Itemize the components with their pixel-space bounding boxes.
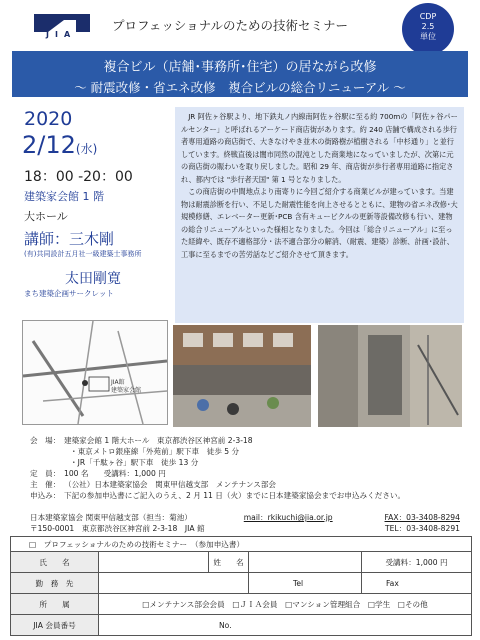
- fee-label: 受講料：1,000 円: [362, 552, 472, 573]
- event-venue: 建築家会館 1 階: [24, 190, 104, 203]
- application-form-title: □ プロフェッショナルのための技術セミナー （参加申込書）: [10, 536, 472, 551]
- jia-logo: [34, 12, 92, 46]
- event-day-of-week: (水): [75, 142, 98, 156]
- organizer-label: 主 催：: [30, 480, 61, 489]
- affiliation-options[interactable]: □メンテナンス部会会員 □ＪＩＡ会員 □マンション管理組合 □学生 □その他: [99, 594, 472, 615]
- seminar-series-title: プロフェッショナルのための技術セミナー: [112, 18, 349, 33]
- description-paragraph: JR 阿佐ヶ谷駅より、地下鉄丸ノ内線南阿佐ヶ谷駅に至る約 700mの「阿佐ヶ谷パールセンター」と呼ばれるアーケード商店街があります。約 240 店舗で構成される歩行者専用道路の商店街で、大きなけやき並木の街路樹が植樹される「中杉通り」と並行しています。終戦直後は闇市同然の混沌とした商業地になっていましたが、次第に元の商店街の賑わいを取り戻しました。昭和 29 年、商店街が歩行者専用道路に指定され、都内では "歩行者天国" 第 1 号となりました。: [181, 112, 458, 184]
- contact-org: 日本建築家協会 関東甲信越支部（担当：菊池）: [30, 513, 192, 522]
- member-number-label: JIA 会員番号: [11, 615, 99, 636]
- contact-mail[interactable]: mail：rkikuchi@jia.or.jp: [243, 513, 333, 522]
- moderator-affiliation: まち建築企画サークレット: [24, 289, 114, 298]
- event-year: 2020: [24, 108, 73, 130]
- fax-label: Fax: [386, 578, 399, 588]
- event-hall: 大ホール: [24, 210, 68, 223]
- application-form: [10, 551, 472, 636]
- access-map: [22, 320, 168, 425]
- apply-detail: 下記の参加申込書にご記入のうえ、2 月 11 日（火）までに日本建築家協会までお申込みください。: [64, 491, 406, 500]
- cdp-badge: [402, 3, 454, 55]
- name2-field[interactable]: [249, 552, 362, 573]
- venue-label: 会 場：: [30, 436, 61, 445]
- fax-field[interactable]: [362, 573, 472, 594]
- lecturer-name: 講師：三木剛: [24, 230, 115, 248]
- cdp-units: 2.5: [421, 22, 435, 31]
- event-date-value: 2/12: [22, 131, 76, 159]
- apply-label: 申込み：: [30, 491, 61, 500]
- event-time: 18：00 -20：00: [24, 169, 133, 185]
- capacity-label: 定 員：: [30, 469, 61, 478]
- name2-label: 姓 名: [209, 552, 249, 573]
- map-label-building: 建築家会館: [111, 387, 142, 394]
- renovation-interior-photo: [318, 325, 462, 427]
- tel-field[interactable]: [249, 573, 362, 594]
- form-row-name: [11, 552, 472, 573]
- contact-fax: FAX：03-3408-8294: [384, 513, 460, 522]
- tel-label: Tel: [293, 578, 304, 588]
- cdp-unit-label: 単位: [420, 32, 436, 41]
- access-route-2: ・JR「千駄ヶ谷」駅下車 徒歩 13 分: [70, 458, 199, 467]
- lecturer-affiliation: (有)共同設計五月社一級建築士事務所: [24, 250, 142, 258]
- affiliation-label: 所 属: [11, 594, 99, 615]
- event-info: [22, 435, 472, 501]
- form-row-company: [11, 573, 472, 594]
- event-date: [22, 131, 97, 159]
- logo-text: JIA: [46, 30, 77, 39]
- cdp-label: CDP: [419, 12, 437, 21]
- form-row-member: [11, 615, 472, 636]
- moderator-name: 太田剛寛: [65, 271, 121, 287]
- organizer-detail: （公社）日本建築家協会 関東甲信越支部 メンテナンス部会: [64, 480, 277, 489]
- name-label: 氏 名: [11, 552, 99, 573]
- building-exterior-photo: [173, 325, 311, 427]
- contact-address: 〒150-0001 東京都渋谷区神宮前 2-3-18 JIA 館: [30, 524, 205, 533]
- name-field[interactable]: [99, 552, 209, 573]
- title-banner: [12, 51, 468, 97]
- seminar-description: [175, 107, 464, 323]
- capacity-detail: 100 名 受講料：1,000 円: [64, 469, 166, 478]
- contact-tel: TEL：03-3408-8291: [384, 524, 460, 533]
- member-no-label: No.: [219, 620, 232, 630]
- description-paragraph: この商店街の中間地点より南寄りに今回ご紹介する商業ビルが建っています。当建物は耐震診断を行い、不足した耐震性能を向上させるとともに、建物の省エネ改修･大規模修繕、エレベーター更新･PCB 含有キュービクルの更新等設備改修も行い、建物の総合リニューアルといった様相となりました。今回は「総合リニューアル」に至った経緯や、既存不適格部分・法不適合部分の解消、（耐震、建築）診断、計画･設計、工事に至るまでの苦労話などご紹介させて頂きます。: [181, 187, 458, 259]
- venue-detail: 建築家会館 1 階大ホール 東京都渋谷区神宮前 2-3-18: [64, 436, 253, 445]
- contact-info: [30, 512, 460, 534]
- member-number-field[interactable]: [99, 615, 472, 636]
- seminar-title: 複合ビル（店舗･事務所･住宅）の居ながら改修: [103, 60, 377, 75]
- company-field[interactable]: [99, 573, 249, 594]
- company-label: 勤 務 先: [11, 573, 99, 594]
- form-row-affiliation: [11, 594, 472, 615]
- seminar-subtitle: ～ 耐震改修・省エネ改修 複合ビルの総合リニューアル ～: [74, 80, 406, 95]
- map-label-jia: JIA館: [111, 379, 125, 386]
- access-route-1: ・東京メトロ銀座線「外苑前」駅下車 徒歩 5 分: [70, 447, 240, 456]
